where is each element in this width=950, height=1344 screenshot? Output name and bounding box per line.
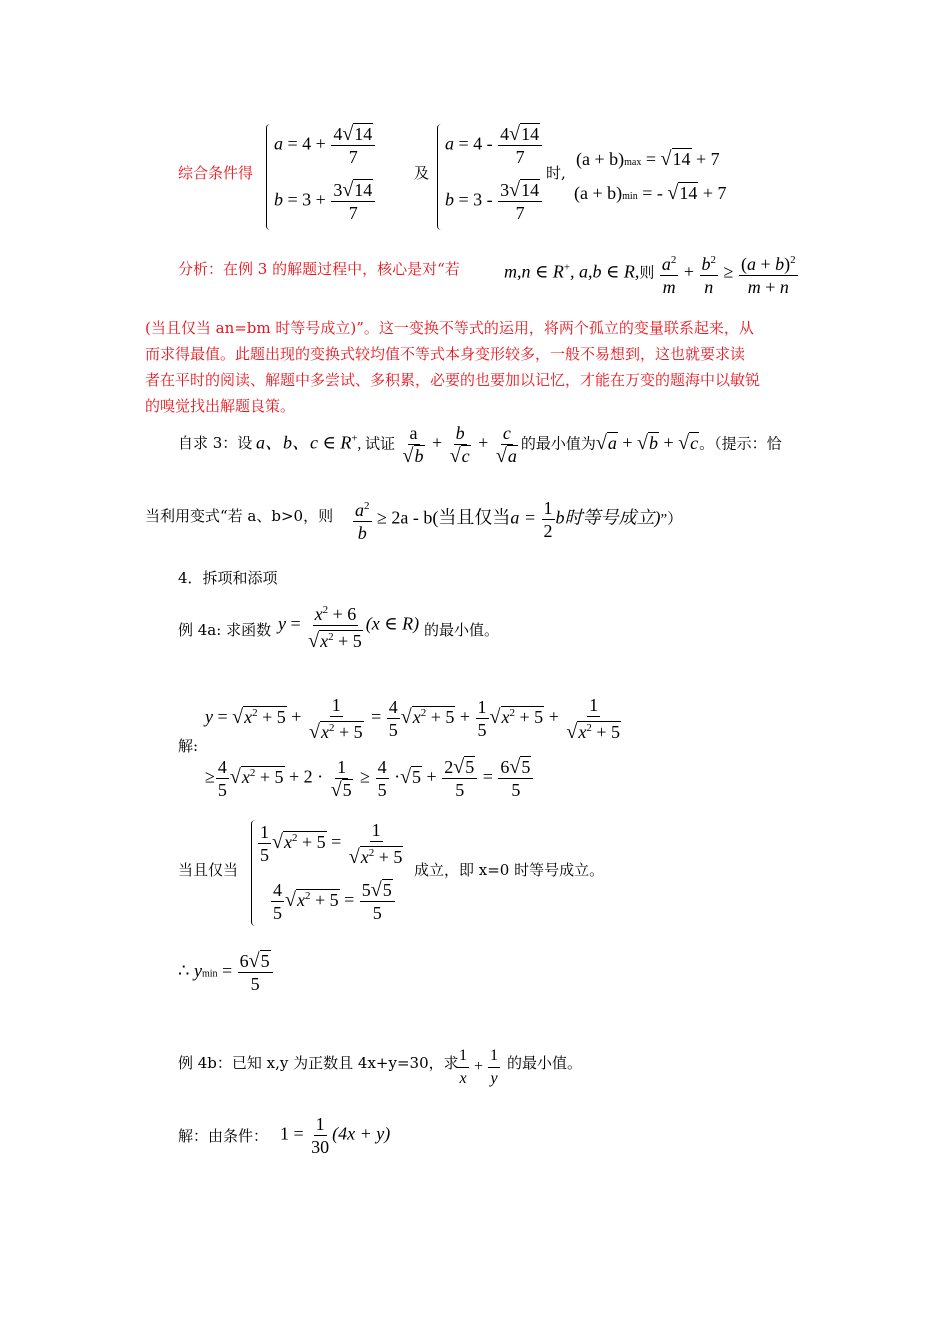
system1-b-equation: b = 3 + $\frac{3√14}{7}$ bbox=[274, 180, 376, 223]
ex4b-equation: 1 = $\frac{1}{30}$ (4x + y) bbox=[280, 1114, 391, 1157]
system1-a-equation: a = 4 + $\frac{4√14}{7}$ bbox=[274, 124, 376, 167]
ex4a-condition-tail: 成立，即 x=0 时等号成立。 bbox=[414, 861, 605, 879]
ex4b-expression: $\frac{1}{x}$ + $\frac{1}{y}$ bbox=[459, 1047, 499, 1087]
ex4b-solution: 解：由条件： bbox=[178, 1127, 269, 1145]
ex4b-lead: 例 4b：已知 x,y 为正数且 4x+y=30，求 bbox=[178, 1054, 459, 1072]
and-word: 及 bbox=[414, 164, 430, 182]
ex4a-step2: ≥ $\frac{4}{5}$ $√x^2 + 5 + 2$ · $\frac{1}{√5}$ ≥ $\frac{4}{5}$ ·√5 + $\frac{2√5}{5}$ = $\frac{6√5}{5}$ bbox=[205, 757, 534, 800]
ex4a-cond2: $\frac{4}{5}$ $√x^2 + 5$ = $\frac{5√5}{5}$ bbox=[270, 880, 396, 923]
self3-line2-lead: 当利用变式“若 a、b>0，则 bbox=[145, 507, 334, 525]
ex4a-condition-label: 当且仅当 bbox=[178, 861, 239, 879]
self3-variant: $\frac{a^2}{b}$ ≥ 2a - b(当且仅当a = $\frac{1}{2}$ b时等号成立)”） bbox=[355, 498, 683, 543]
ex4a-function: y = $\frac{x^2 + 6}{√x^2 + 5}$ (x ∈ R) bbox=[278, 600, 419, 651]
section4-title: 4．拆项和添项 bbox=[178, 569, 278, 587]
analysis-body: (当且仅当 an=bm 时等号成立)”。这一变换不等式的运用，将两个孤立的变量联系起来，从 而求得最值。此题出现的变换式较均值不等式本身变形较多，一般不易想到，这也就要求读 者在平时的阅读、解题中多尝试、多积累，必要的也要加以记忆，才能在万变的题海中以敏锐 的嗅觉找出解题良策。 bbox=[145, 319, 761, 415]
ex4a-step1: $y = √x^2 + 5$ + $\frac{1}{√x^2 + 5}$ = $\frac{4}{5}$ $√x^2 + 5$ + $\frac{1}{5}$ $√x^2 + 5$ + $\frac{1}{√x^2 + 5}$ bbox=[205, 695, 620, 743]
system2-a-equation: a = 4 - $\frac{4√14}{7}$ bbox=[445, 124, 543, 167]
when-word: 时, bbox=[546, 164, 566, 182]
min-expression: (a + b)min = - √14 + 7 bbox=[574, 182, 727, 204]
max-expression: (a + b)max = √14 + 7 bbox=[576, 148, 720, 170]
ex4b-tail: 的最小值。 bbox=[507, 1054, 583, 1072]
ex4a-tail: 的最小值。 bbox=[424, 621, 500, 639]
ex4a-cond1: $\frac{1}{5}$ $√x^2 + 5$ = $\frac{1}{√x^2 + 5}$ bbox=[260, 820, 403, 868]
combined-conditions-label: 综合条件得 bbox=[178, 164, 254, 182]
system-brace-2 bbox=[437, 124, 444, 230]
system-brace-1 bbox=[266, 124, 273, 230]
ex4a-solution-label: 解: bbox=[178, 737, 199, 755]
self3-expression: a、b、c ∈ R+, 试证 $\frac{a}{√b}$ + $\frac{b}{√c}$ + $\frac{c}{√a}$ 的最小值为√a + √b + √c。（提示：恰 bbox=[256, 423, 782, 467]
ex4a-result: ∴ ymin = $\frac{6√5}{5}$ bbox=[178, 951, 274, 994]
system2-b-equation: b = 3 - $\frac{3√14}{7}$ bbox=[445, 180, 543, 223]
ex4a-lead: 例 4a: 求函数 bbox=[178, 621, 272, 639]
analysis-lead: 分析：在例 3 的解题过程中，核心是对“若 bbox=[178, 260, 460, 278]
self3-lead: 自求 3：设 bbox=[178, 434, 253, 452]
analysis-inequality: m,n ∈ R+, a,b ∈ R,则 $\frac{a^2}{m}$ + $\frac{b^2}{n}$ ≥ $\frac{(a + b)^2}{m + n}$ bbox=[504, 250, 799, 297]
